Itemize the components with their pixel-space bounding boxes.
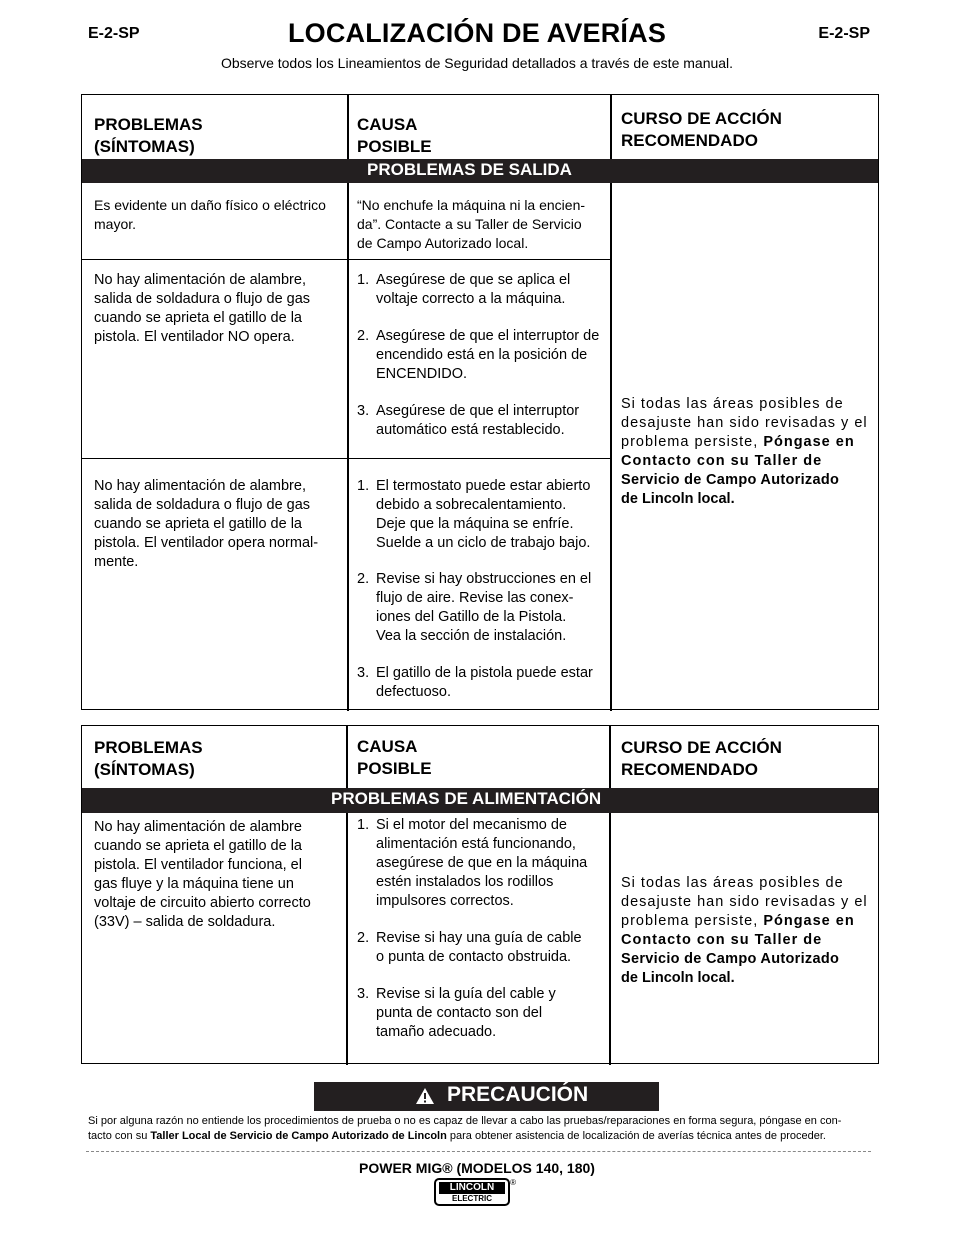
cause-item: 2. Revise si hay una guía de cable o punta de contacto obstruida.	[357, 930, 582, 965]
recommended-action: Si todas las áreas posibles de desajuste han sido revisadas y el problema persiste, Póngase en Contacto con su Taller de Servicio de Campo Autorizado de Lincoln local.	[621, 875, 868, 986]
header-cause: CAUSA POSIBLE	[357, 737, 432, 778]
column-divider	[610, 95, 612, 711]
header-cause: CAUSA POSIBLE	[357, 115, 432, 156]
section-band-feed	[82, 788, 878, 813]
cause-item: 3. El gatillo de la pistola puede estar defectuoso.	[357, 665, 593, 700]
cause-item: 2. Asegúrese de que el interruptor de encendido está en la posición de ENCENDIDO.	[357, 328, 600, 382]
page-subtitle: Observe todos los Lineamientos de Seguridad detallados a través de este manual.	[220, 55, 734, 71]
header-problems: PROBLEMAS (SÍNTOMAS)	[94, 738, 203, 779]
cause-text: “No enchufe la máquina ni la encien- da”. Contacte a su Taller de Servicio de Campo Autorizado local.	[357, 197, 586, 251]
section-title: PROBLEMAS DE ALIMENTACIÓN	[331, 789, 602, 808]
header-action: CURSO DE ACCIÓN RECOMENDADO	[621, 738, 782, 779]
cause-item: 1. Asegúrese de que se aplica el voltaje correcto a la máquina.	[357, 272, 571, 307]
column-divider	[609, 726, 611, 1065]
section-band-output	[82, 159, 878, 183]
row-divider	[82, 458, 611, 459]
cause-item: 3. Revise si la guía del cable y punta de contacto son del tamaño adecuado.	[357, 986, 556, 1040]
section-title: PROBLEMAS DE SALIDA	[367, 160, 572, 179]
problem-text: No hay alimentación de alambre, salida de soldadura o flujo de gas cuando se aprieta el gatillo de la pistola. El ventilador opera normal- mente.	[94, 478, 319, 570]
header-problems: PROBLEMAS (SÍNTOMAS)	[94, 115, 203, 156]
problem-text: No hay alimentación de alambre, salida de soldadura o flujo de gas cuando se aprieta el gatillo de la pistola. El ventilador NO opera.	[94, 272, 311, 345]
recommended-action: Si todas las áreas posibles de desajuste han sido revisadas y el problema persiste, Póngase en Contacto con su Taller de Servicio de Campo Autorizado de Lincoln local.	[621, 396, 868, 507]
troubleshooting-table-feed	[81, 725, 879, 1064]
column-divider	[346, 726, 348, 1065]
lincoln-electric-logo: LINCOLN ELECTRIC ®	[434, 1178, 510, 1206]
problem-text: No hay alimentación de alambre cuando se aprieta el gatillo de la pistola. El ventilador funciona, el gas fluye y la máquina tiene un voltaje de circuito abierto correcto (33V) – salida de soldadura.	[94, 819, 311, 930]
cause-item: 3. Asegúrese de que el interruptor automático está restablecido.	[357, 403, 580, 438]
caution-title: PRECAUCIÓN	[447, 1083, 589, 1106]
problem-text: Es evidente un daño físico o eléctrico mayor.	[94, 197, 326, 232]
row-divider	[82, 259, 611, 260]
footer-divider	[86, 1151, 871, 1152]
page-code-left: E-2-SP	[88, 25, 140, 42]
footer-model: POWER MIG® (MODELOS 140, 180)	[359, 1160, 595, 1176]
cause-item: 1. El termostato puede estar abierto debido a sobrecalentamiento. Deje que la máquina se enfríe. Suelde a un ciclo de trabajo bajo.	[357, 478, 591, 551]
cause-item: 2. Revise si hay obstrucciones en el flujo de aire. Revise las conex- iones del Gatillo de la Pistola. Vea la sección de instalación.	[357, 571, 592, 644]
header-action: CURSO DE ACCIÓN RECOMENDADO	[621, 109, 782, 150]
warning-triangle-icon	[415, 1087, 435, 1105]
column-divider	[347, 95, 349, 711]
cause-item: 1. Si el motor del mecanismo de alimentación está funcionando, asegúrese de que en la máquina estén instalados los rodillos impulsores correctos.	[357, 817, 588, 909]
page-title: LOCALIZACIÓN DE AVERÍAS	[287, 18, 667, 48]
caution-text: Si por alguna razón no entiende los procedimientos de prueba o no es capaz de llevar a cabo las pruebas/reparaciones en forma segura, póngase en con- tacto con su Taller Local de Servicio de Campo Autorizado de Lincoln para obtener asistencia de localización de averías técnica antes de proceder.	[88, 1115, 842, 1142]
page-code-right: E-2-SP	[818, 25, 870, 42]
troubleshooting-table-output	[81, 94, 879, 710]
caution-banner	[314, 1082, 659, 1111]
